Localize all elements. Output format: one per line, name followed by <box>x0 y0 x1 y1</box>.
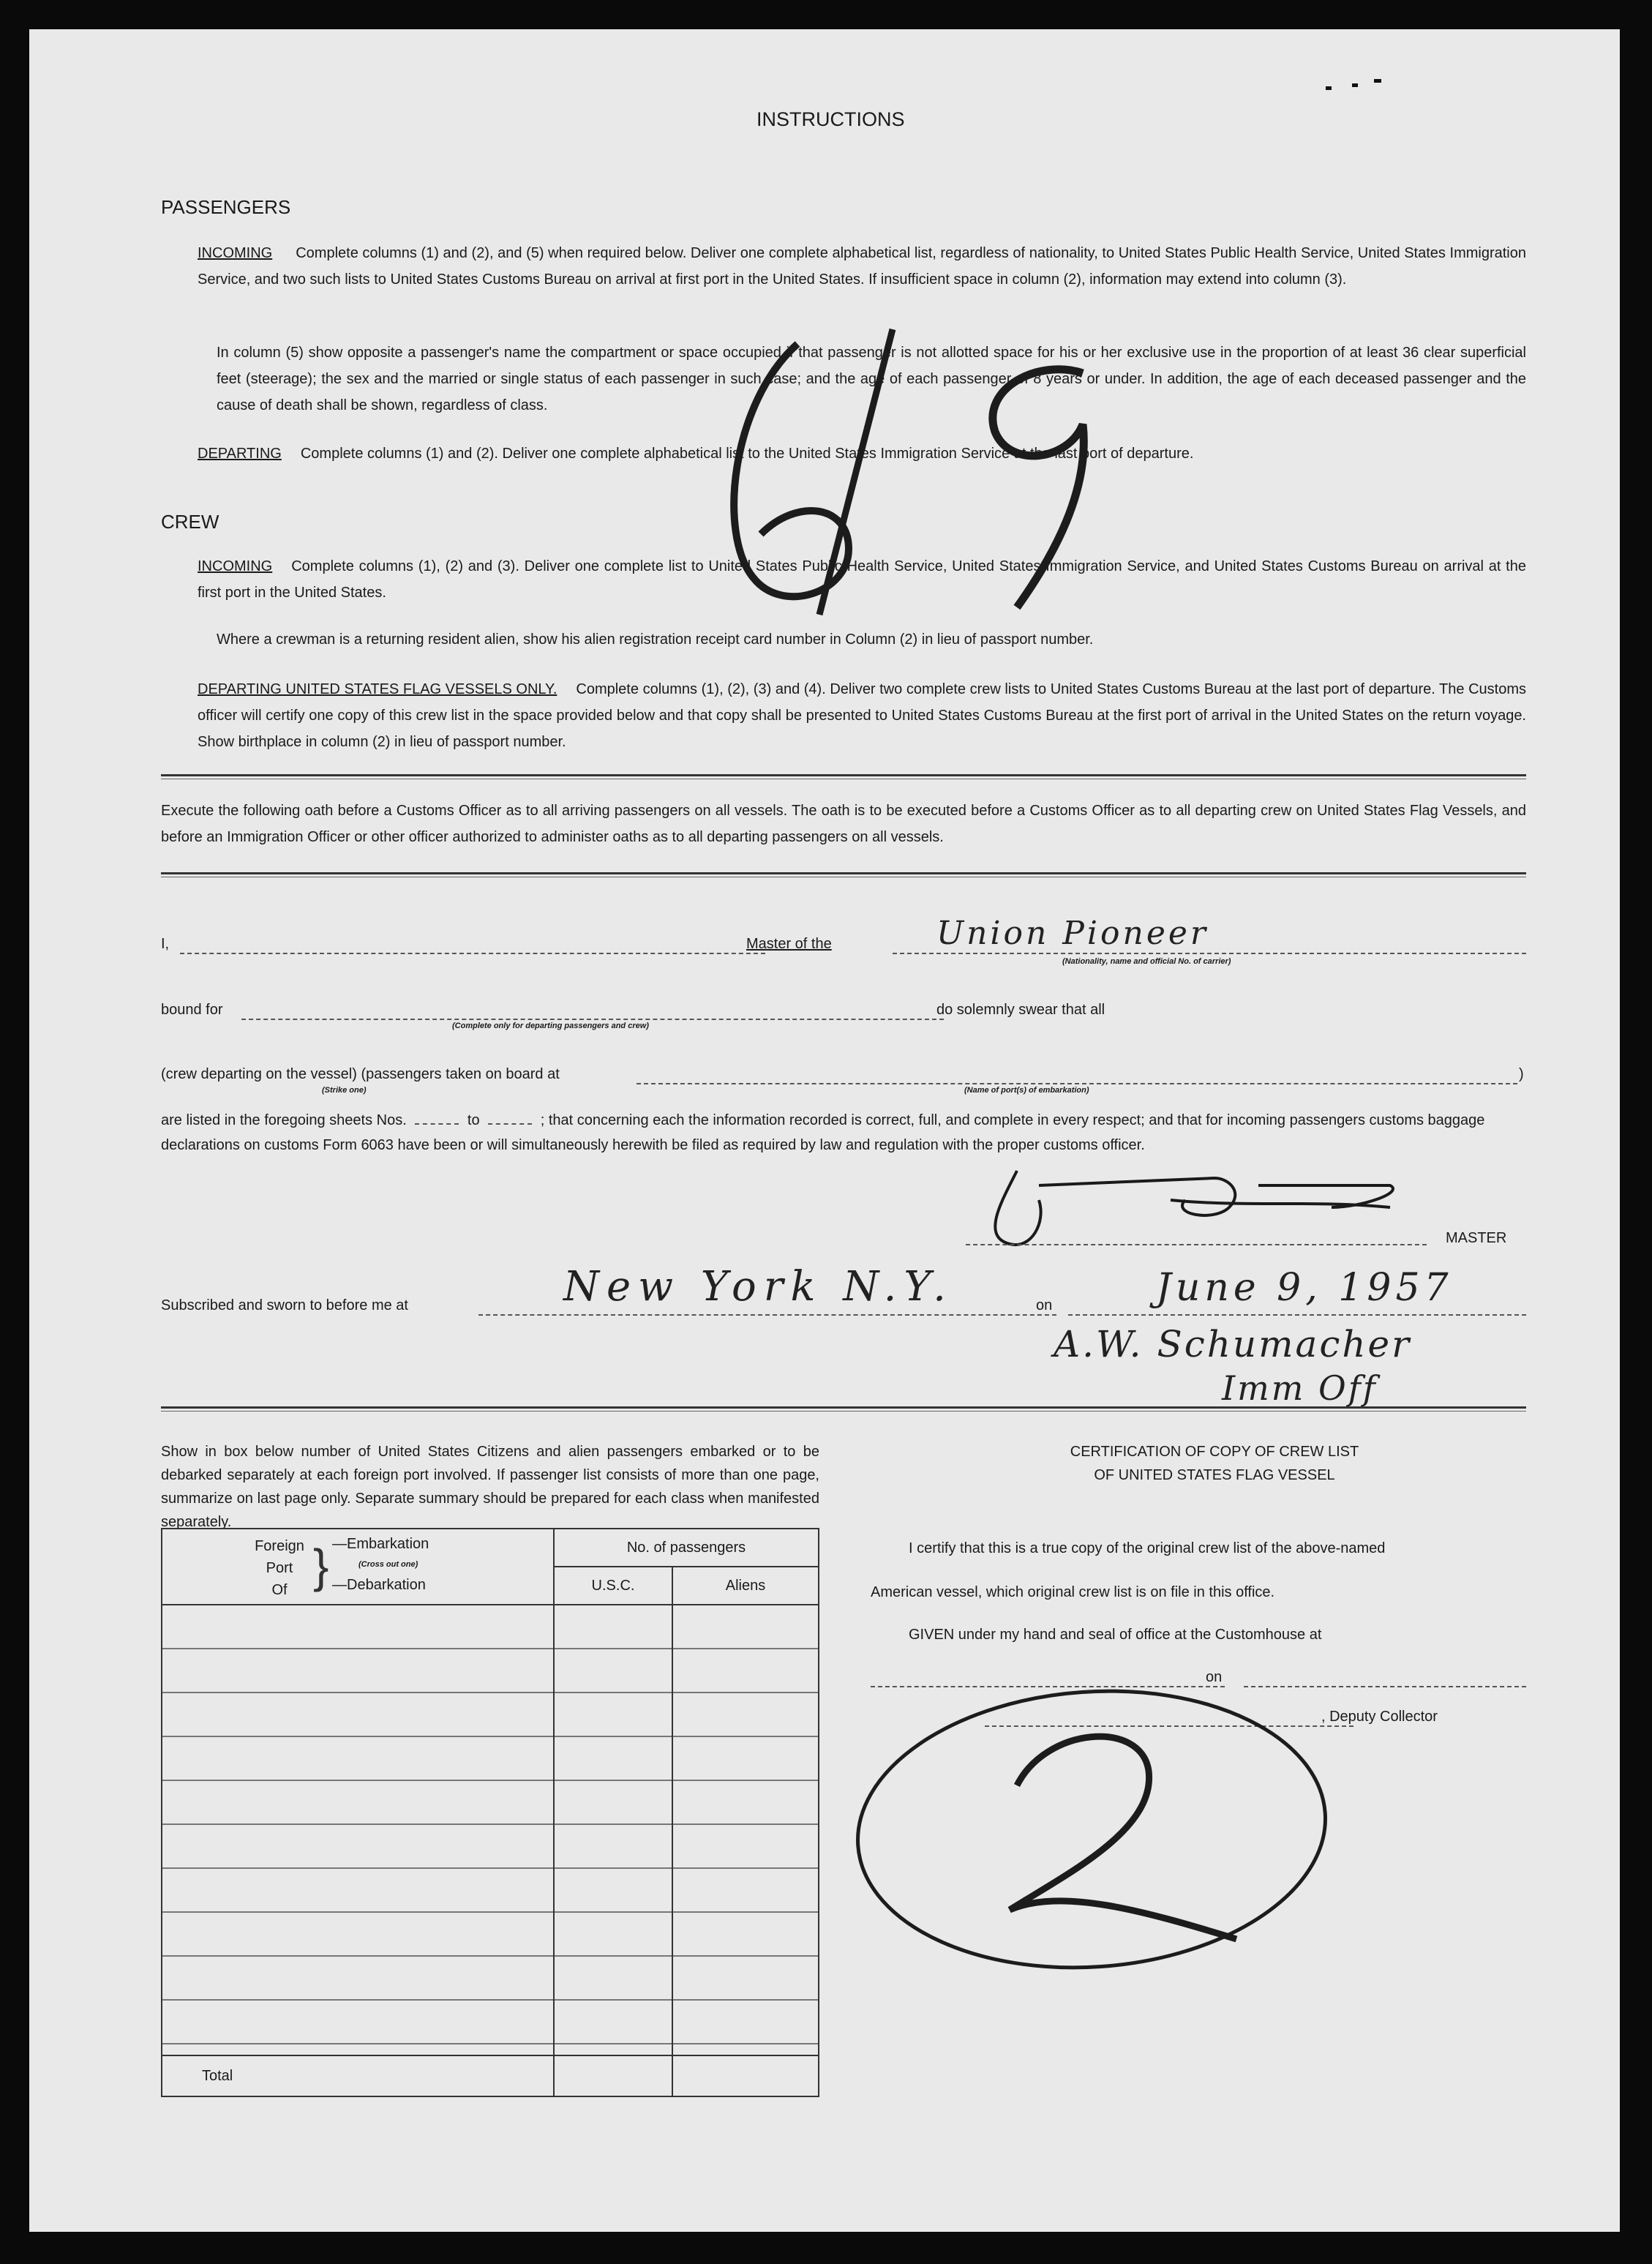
sworn-on-label: on <box>1036 1297 1053 1313</box>
crew-departing-text: Complete columns (1), (2), (3) and (4). Deliver two complete crew lists to United States Customs Bureau at the last port of departure. The Customs officer will certify one copy of this crew list in the space provided below and that copy shall be presented to United States Customs Bureau at the first port of arrival in the United States on the return voyage. Show birthplace in column (2) in lieu of passport number. <box>198 681 1526 750</box>
certification-line3: GIVEN under my hand and seal of office at the Customhouse at <box>909 1627 1322 1643</box>
close-paren: ) <box>1519 1066 1524 1082</box>
foreign-label: Foreign <box>255 1538 304 1554</box>
officer-title: Imm Off <box>1222 1368 1378 1408</box>
listed-to: to <box>467 1112 480 1128</box>
sworn-place-field[interactable] <box>478 1314 1056 1316</box>
handwritten-number-strokes <box>673 315 1229 629</box>
sheet-from-field[interactable] <box>415 1123 459 1125</box>
vessel-name-handwritten: Union Pioneer <box>936 915 1209 952</box>
crew-departing-label: DEPARTING UNITED STATES FLAG VESSELS ONLY. <box>198 681 557 697</box>
crew-incoming-text: Complete columns (1), (2) and (3). Deliver one complete list to United States Public Health Service, United States Immigration Service, and United States Customs Bureau on arrival at the first port in the United States. <box>198 558 1526 601</box>
ports-caption: (Name of port(s) of embarkation) <box>964 1086 1089 1095</box>
cross-out-caption: (Cross out one) <box>358 1560 418 1569</box>
crew-heading: CREW <box>161 511 219 533</box>
crew-departing-paragraph <box>198 676 1526 755</box>
total-label: Total <box>162 2055 554 2096</box>
crew-departing-text: (crew departing on the vessel) (passengers taken on board at <box>161 1066 560 1082</box>
passengers-heading: PASSENGERS <box>161 196 291 218</box>
officer-signature: A.W. Schumacher <box>1054 1323 1412 1365</box>
strike-one-caption: (Strike one) <box>322 1086 367 1095</box>
oath-i-label: I, <box>161 936 170 952</box>
port-label: Port <box>266 1560 293 1576</box>
certification-line2: American vessel, which original crew list is on file in this office. <box>871 1584 1275 1600</box>
subscribed-label: Subscribed and sworn to before me at <box>161 1297 408 1313</box>
port-header-cell: Foreign Port Of } —Embarkation (Cross out one) —Debarkation <box>162 1529 554 1605</box>
summary-instructions: Show in box below number of United States Citizens and alien passengers embarked or to be debarked separately at each foreign port involved. If passenger list consists of more than one page, summarize on last page only. Separate summary should be prepared for each class when manifested separately. <box>161 1444 819 1530</box>
oath-intro: Execute the following oath before a Customs Officer as to all arriving passengers on all vessels. The oath is to be executed before a Customs Officer as to all departing crew on United States Flag Vessels, and before an Immigration Officer or other officer authorized to administer oaths as to all departing passengers on all vessels. <box>161 803 1526 845</box>
listed-text-b: ; that concerning each the information recorded is correct, full, and complete in every respect; and that for incoming passengers customs baggage declarations on customs Form 6063 have been or will simultaneously herewith be filed as required by law and regulation with the proper customs officer. <box>161 1112 1485 1153</box>
aliens-column[interactable] <box>672 1605 819 2055</box>
certification-title-line2: OF UNITED STATES FLAG VESSEL <box>1094 1467 1335 1483</box>
sheet-to-field[interactable] <box>488 1123 532 1125</box>
passengers-incoming-text: Complete columns (1) and (2), and (5) when required below. Deliver one complete alphabetical list, regardless of nationality, to United States Public Health Service, United States Immigration Service, and two such lists to United States Customs Bureau on arrival at first port in the United States. If insufficient space in column (2), information may extend into column (3). <box>198 245 1526 288</box>
listed-text-a: are listed in the foregoing sheets Nos. <box>161 1112 407 1128</box>
vessel-field[interactable] <box>893 953 1526 954</box>
divider <box>161 1406 1526 1412</box>
port-column[interactable] <box>162 1605 554 2055</box>
sworn-place-handwritten: New York N.Y. <box>563 1263 953 1311</box>
ports-field[interactable] <box>637 1083 1517 1084</box>
bound-caption: (Complete only for departing passengers and crew) <box>452 1022 649 1030</box>
master-signature <box>951 1156 1419 1259</box>
sworn-date-handwritten: June 9, 1957 <box>1156 1266 1453 1310</box>
passengers-incoming-paragraph <box>198 240 1526 293</box>
nationality-caption: (Nationality, name and official No. of carrier) <box>1062 957 1231 966</box>
scan-mark <box>1352 83 1358 87</box>
scan-mark <box>1374 79 1381 83</box>
certification-title-line1: CERTIFICATION OF COPY OF CREW LIST <box>1070 1444 1359 1460</box>
bound-for-label: bound for <box>161 1002 223 1018</box>
passengers-departing-label: DEPARTING <box>198 446 282 462</box>
master-signature-field[interactable] <box>966 1244 1427 1245</box>
certification-line1: I certify that this is a true copy of the original crew list of the above-named <box>909 1540 1386 1556</box>
circled-number-mark <box>827 1661 1353 1983</box>
crew-incoming-label: INCOMING <box>198 558 273 574</box>
divider <box>161 872 1526 877</box>
certification-title <box>1017 1440 1412 1487</box>
aliens-header: Aliens <box>672 1567 819 1605</box>
total-usc-cell[interactable] <box>554 2055 672 2096</box>
passengers-departing-text: Complete columns (1) and (2). Deliver one complete alphabetical list to the United States Immigration Service at the last port of departure. <box>300 446 1194 462</box>
swear-text: do solemnly swear that all <box>936 1002 1105 1018</box>
certification-on-label: on <box>1206 1669 1223 1685</box>
embarkation-option[interactable]: —Embarkation <box>332 1536 429 1552</box>
master-label: MASTER <box>1446 1230 1507 1246</box>
of-label: Of <box>271 1582 288 1598</box>
scan-mark <box>1326 86 1332 90</box>
master-of-the-label: Master of the <box>746 936 832 952</box>
master-name-field[interactable] <box>180 953 765 954</box>
passengers-column5-paragraph: In column (5) show opposite a passenger's name the compartment or space occupied if that passenger is not allotted space for his or her exclusive use in the proportion of at least 36 clear superficial feet (steerage); the sex and the married or single status of each passenger in such case; and the age of each passenger of 8 years or under. In addition, the age of each deceased passenger and the cause of death shall be shown, regardless of class. <box>217 345 1526 413</box>
passengers-incoming-label: INCOMING <box>198 245 273 261</box>
passenger-summary-table <box>161 1528 819 2097</box>
usc-header: U.S.C. <box>554 1567 672 1605</box>
deputy-collector-label: , Deputy Collector <box>1321 1709 1438 1725</box>
listed-paragraph <box>161 1108 1526 1158</box>
sworn-date-field[interactable] <box>1068 1314 1526 1316</box>
crew-returning-paragraph: Where a crewman is a returning resident alien, show his alien registration receipt card number in Column (2) in lieu of passport number. <box>217 631 1094 648</box>
bound-for-field[interactable] <box>241 1019 944 1020</box>
divider <box>161 774 1526 779</box>
page-title: INSTRUCTIONS <box>756 108 905 130</box>
no-passengers-header: No. of passengers <box>554 1529 819 1567</box>
usc-column[interactable] <box>554 1605 672 2055</box>
form-sheet <box>29 29 1620 2232</box>
debarkation-option[interactable]: —Debarkation <box>332 1577 426 1593</box>
total-aliens-cell[interactable] <box>672 2055 819 2096</box>
